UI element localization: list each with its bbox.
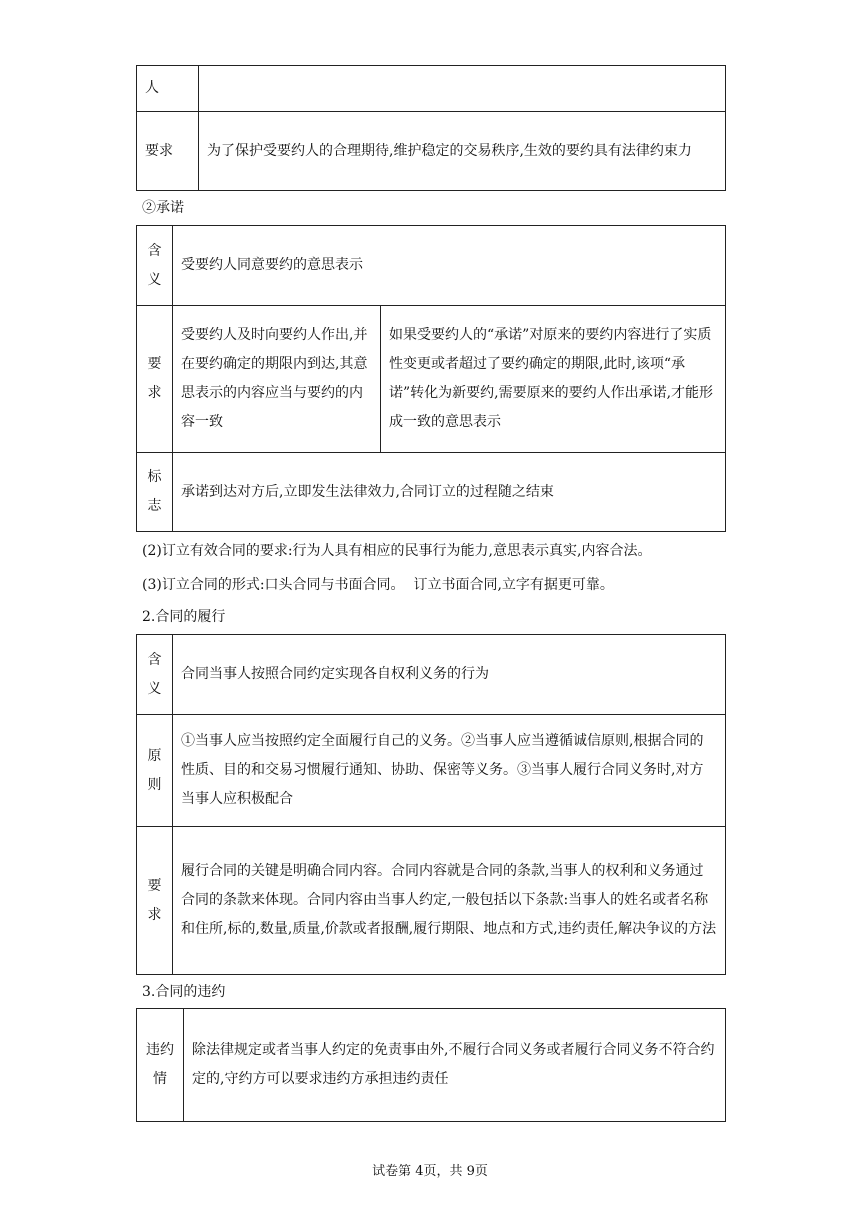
offer-table [136,65,726,191]
section-title-breach: 3.合同的违约 [142,984,226,1000]
row-content: 合同当事人按照合同约定实现各自权利义务的行为 [173,635,726,715]
row-header: 人 [137,66,199,112]
table-row [137,635,726,715]
paragraph-valid-contract: (2)订立有效合同的要求:行为人具有相应的民事行为能力,意思表示真实,内容合法。 [142,543,652,559]
page-footer: 试卷第 4页，共 9页 [372,1164,488,1179]
table-row [137,1009,726,1122]
table-row [137,66,726,112]
table-row [137,453,726,532]
performance-table [136,634,726,975]
acceptance-label: ②承诺 [142,200,184,216]
row-content: ①当事人应当按照约定全面履行自己的义务。②当事人应当遵循诚信原则,根据合同的性质、目的和交易习惯履行通知、协助、保密等义务。③当事人履行合同义务时,对方当事人应积极配合 [173,715,726,827]
row-header: 要求 [137,306,173,453]
row-header: 违约情 [137,1009,184,1122]
row-content: 受要约人同意要约的意思表示 [173,226,726,306]
row-header: 含义 [137,635,173,715]
row-content-right: 如果受要约人的“承诺”对原来的要约内容进行了实质性变更或者超过了要约确定的期限,此时,该项“承诺”转化为新要约,需要原来的要约人作出承诺,才能形成一致的意思表示 [381,306,726,453]
table-row [137,306,726,453]
row-content: 为了保护受要约人的合理期待,维护稳定的交易秩序,生效的要约具有法律约束力 [199,112,726,191]
row-content: 除法律规定或者当事人约定的免责事由外,不履行合同义务或者履行合同义务不符合约定的,守约方可以要求违约方承担违约责任 [184,1009,726,1122]
paragraph-contract-form: (3)订立合同的形式:口头合同与书面合同。 订立书面合同,立字有据更可靠。 [142,577,614,593]
row-content: 承诺到达对方后,立即发生法律效力,合同订立的过程随之结束 [173,453,726,532]
row-header: 要求 [137,112,199,191]
row-header: 标志 [137,453,173,532]
section-title-performance: 2.合同的履行 [142,609,226,625]
table-row [137,715,726,827]
row-content [199,66,726,112]
table-row [137,827,726,975]
row-content-left: 受要约人及时向要约人作出,并在要约确定的期限内到达,其意思表示的内容应当与要约的内容一致 [173,306,381,453]
row-header: 原则 [137,715,173,827]
table-row [137,226,726,306]
acceptance-table [136,225,726,532]
table-row [137,112,726,191]
row-header: 要求 [137,827,173,975]
row-content: 履行合同的关键是明确合同内容。合同内容就是合同的条款,当事人的权利和义务通过合同的条款来体现。合同内容由当事人约定,一般包括以下条款:当事人的姓名或者名称和住所,标的,数量,质量,价款或者报酬,履行期限、地点和方式,违约责任,解决争议的方法 [173,827,726,975]
row-header: 含义 [137,226,173,306]
breach-table [136,1008,726,1122]
